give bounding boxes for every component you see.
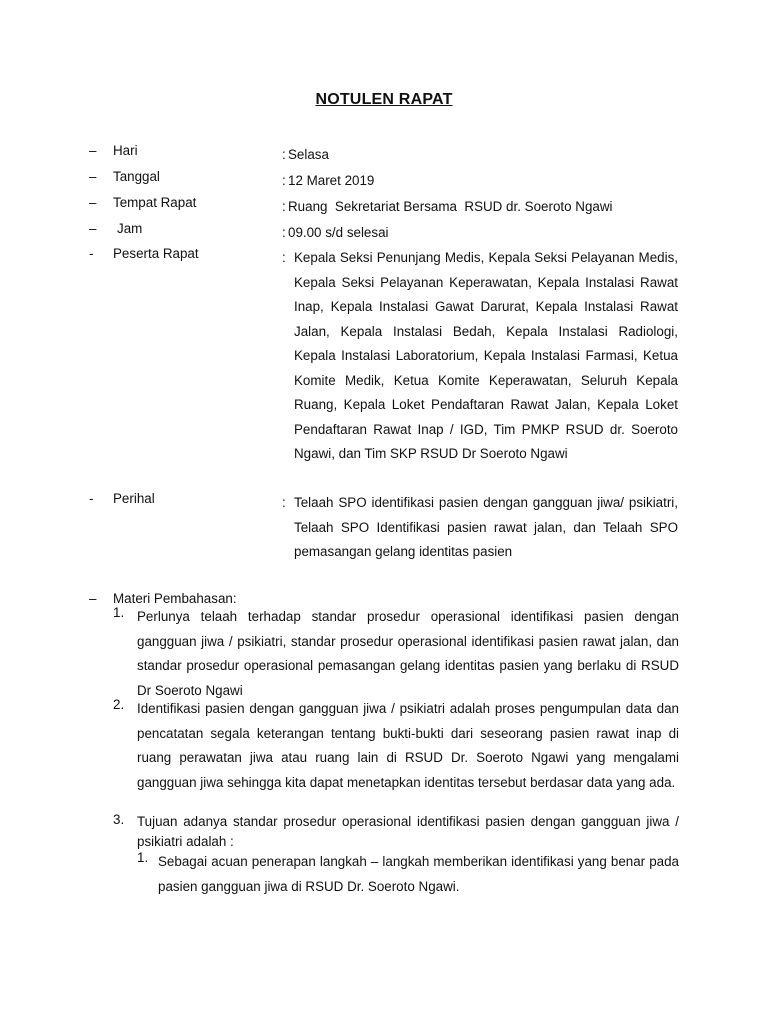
- field-label: Tanggal: [113, 169, 160, 184]
- field-value: Telaah SPO identifikasi pasien dengan gangguan jiwa/ psikiatri, Telaah SPO Identifikasi pasien rawat jalan, dan Telaah SPO pemasangan gelang identitas pasien: [294, 495, 678, 559]
- materi-item-text: Identifikasi pasien dengan gangguan jiwa / psikiatri adalah proses pengumpulan data dan pencatatan segala keterangan tentang bukti-bukti dari seseorang pasien rawat inap di ruang perawatan jiwa atau ruang lain di RSUD Dr. Soeroto Ngawi yang mengalami gangguan jiwa sehingga kita dapat menetapkan identitas tersebut berdasar data yang ada.: [137, 701, 679, 790]
- field-value-wrap: [282, 143, 678, 168]
- materi-item: [113, 605, 679, 703]
- field-value-wrap: [282, 195, 678, 220]
- field-value: 12 Maret 2019: [288, 173, 375, 188]
- field-label: Peserta Rapat: [113, 246, 199, 261]
- document-title: NOTULEN RAPAT: [315, 91, 453, 108]
- field-colon: :: [282, 225, 286, 240]
- field-bullet: –: [89, 221, 97, 236]
- field-value: 09.00 s/d selesai: [288, 225, 389, 240]
- materi-subitem: [137, 850, 679, 899]
- materi-item: [113, 697, 679, 795]
- field-value-wrap: [282, 221, 678, 246]
- materi-bullet: –: [89, 591, 97, 606]
- field-value-wrap: [282, 169, 678, 194]
- materi-item-number: 3.: [113, 812, 125, 827]
- field-bullet: –: [89, 195, 97, 210]
- materi-subitem-number: 1.: [137, 850, 149, 865]
- field-label: Perihal: [113, 491, 155, 506]
- materi-item-number: 1.: [113, 605, 125, 620]
- field-label: Tempat Rapat: [113, 195, 197, 210]
- field-colon: :: [282, 173, 286, 188]
- field-value: Ruang Sekretariat Bersama RSUD dr. Soeroto Ngawi: [288, 199, 613, 214]
- field-bullet: –: [89, 143, 97, 158]
- field-colon: :: [282, 250, 286, 265]
- field-bullet: -: [89, 491, 94, 506]
- field-bullet: -: [89, 246, 94, 261]
- materi-item-text: Tujuan adanya standar prosedur operasional identifikasi pasien dengan gangguan jiwa / psikiatri adalah :: [137, 814, 679, 849]
- materi-item-text: Perlunya telaah terhadap standar prosedur operasional identifikasi pasien dengan gangguan jiwa / psikiatri, standar prosedur operasional identifikasi pasien rawat jalan, dan standar prosedur operasional pemasangan gelang identitas pasien yang berlaku di RSUD Dr Soeroto Ngawi: [137, 609, 679, 698]
- field-value: Kepala Seksi Penunjang Medis, Kepala Seksi Pelayanan Medis, Kepala Seksi Pelayanan Keperawatan, Kepala Instalasi Rawat Inap, Kepala Instalasi Gawat Darurat, Kepala Instalasi Rawat Jalan, Kepala Instalasi Bedah, Kepala Instalasi Radiologi, Kepala Instalasi Laboratorium, Kepala Instalasi Farmasi, Ketua Komite Medik, Ketua Komite Keperawatan, Seluruh Kepala Ruang, Kepala Loket Pendaftaran Rawat Jalan, Kepala Loket Pendaftaran Rawat Inap / IGD, Tim PMKP RSUD dr. Soeroto Ngawi, dan Tim SKP RSUD Dr Soeroto Ngawi: [294, 250, 678, 461]
- field-value: Selasa: [288, 147, 329, 162]
- field-bullet: –: [89, 169, 97, 184]
- field-label: Hari: [113, 143, 138, 158]
- field-colon: :: [282, 199, 286, 214]
- materi-heading: Materi Pembahasan:: [113, 591, 237, 606]
- materi-subitem-text: Sebagai acuan penerapan langkah – langkah memberikan identifikasi yang benar pada pasien gangguan jiwa di RSUD Dr. Soeroto Ngawi.: [158, 854, 679, 894]
- field-colon: :: [282, 147, 286, 162]
- field-label: Jam: [117, 221, 143, 236]
- materi-item: [113, 812, 679, 852]
- field-value-wrap: [282, 491, 678, 565]
- materi-item-number: 2.: [113, 697, 125, 712]
- field-colon: :: [282, 495, 286, 510]
- field-value-wrap: [282, 246, 678, 467]
